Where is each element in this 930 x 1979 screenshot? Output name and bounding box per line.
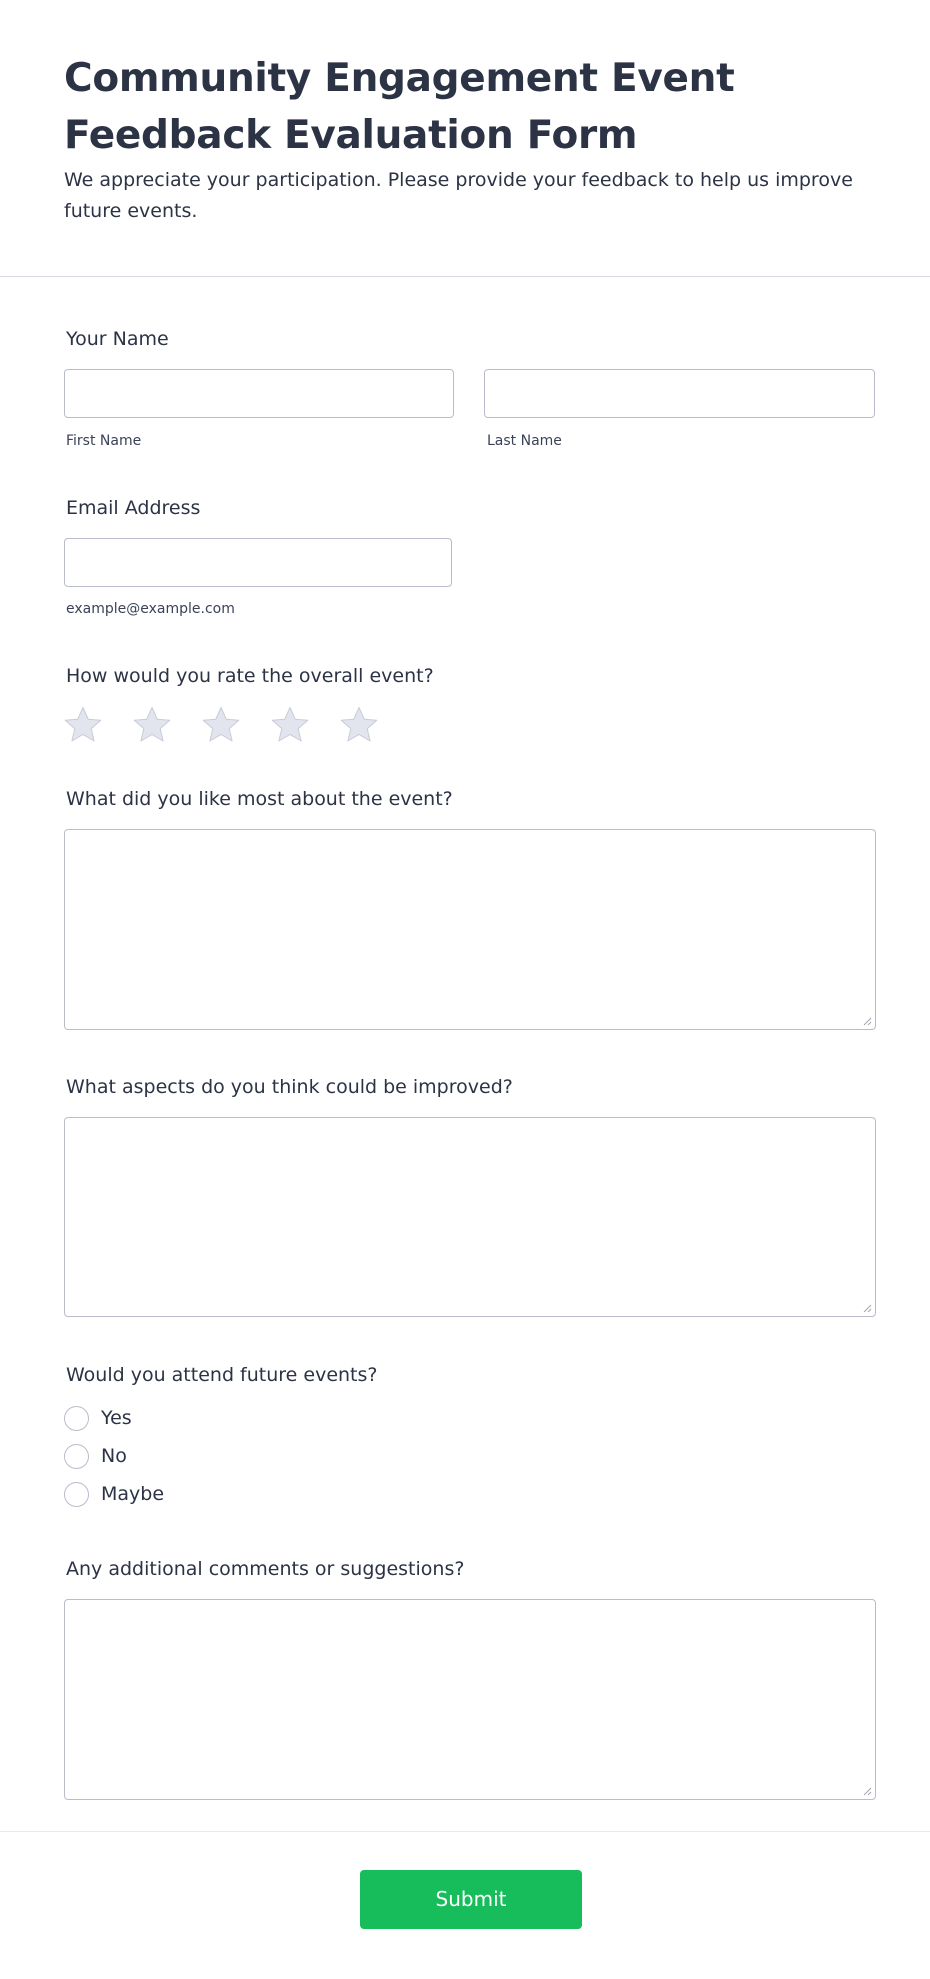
radio-button[interactable] <box>64 1482 89 1507</box>
radio-label: No <box>101 1445 127 1467</box>
rating-label: How would you rate the overall event? <box>66 665 434 687</box>
star-icon[interactable] <box>132 705 172 745</box>
liked-label: What did you like most about the event? <box>66 788 453 810</box>
radio-button[interactable] <box>64 1444 89 1469</box>
attend-label: Would you attend future events? <box>66 1364 378 1386</box>
name-label: Your Name <box>66 328 169 350</box>
first-name-sublabel: First Name <box>66 433 142 449</box>
liked-textarea[interactable] <box>64 829 876 1030</box>
form-header <box>0 0 930 277</box>
form-title: Community Engagement Event Feedback Evaluation Form <box>64 56 735 158</box>
first-name-input[interactable] <box>64 369 454 418</box>
improve-label: What aspects do you think could be improved? <box>66 1076 513 1098</box>
resize-handle-icon[interactable] <box>863 1017 872 1026</box>
star-icon[interactable] <box>201 705 241 745</box>
form-subtitle: We appreciate your participation. Please provide your feedback to help us improve future events. <box>64 169 853 222</box>
star-icon[interactable] <box>339 705 379 745</box>
email-sublabel: example@example.com <box>66 601 235 617</box>
star-icon[interactable] <box>270 705 310 745</box>
radio-label: Yes <box>101 1407 132 1429</box>
improve-textarea[interactable] <box>64 1117 876 1317</box>
last-name-sublabel: Last Name <box>487 433 562 449</box>
submit-button[interactable]: Submit <box>360 1870 582 1929</box>
comments-textarea[interactable] <box>64 1599 876 1800</box>
radio-button[interactable] <box>64 1406 89 1431</box>
email-input[interactable] <box>64 538 452 587</box>
comments-label: Any additional comments or suggestions? <box>66 1558 465 1580</box>
star-icon[interactable] <box>63 705 103 745</box>
resize-handle-icon[interactable] <box>863 1787 872 1796</box>
resize-handle-icon[interactable] <box>863 1304 872 1313</box>
last-name-input[interactable] <box>484 369 875 418</box>
radio-label: Maybe <box>101 1483 165 1505</box>
email-label: Email Address <box>66 497 201 519</box>
